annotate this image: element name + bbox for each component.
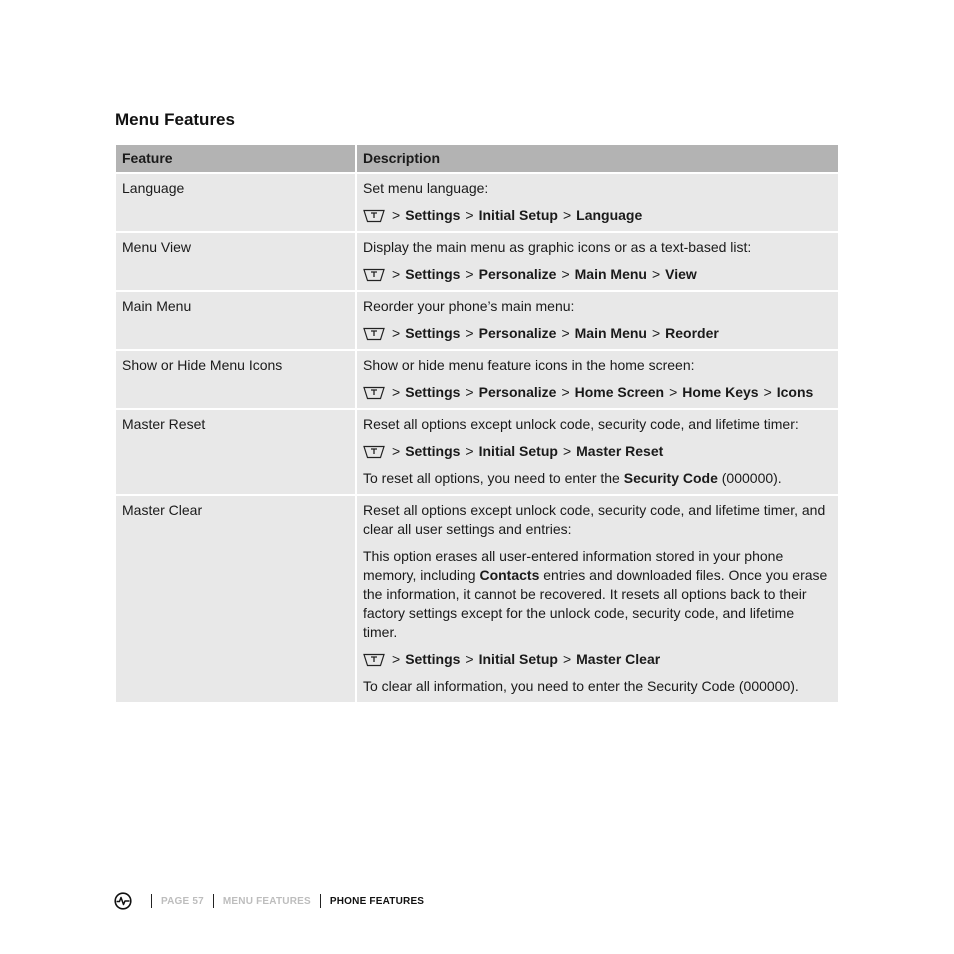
path-separator: > (392, 651, 401, 667)
path-separator: > (392, 325, 401, 341)
description-intro: Display the main menu as graphic icons or as a text-based list: (363, 239, 752, 255)
path-segment: Home Screen (574, 384, 665, 400)
description-cell (356, 495, 838, 702)
path-separator: > (651, 266, 661, 282)
menu-path (363, 383, 832, 402)
description-intro: Reset all options except unlock code, security code, and lifetime timer, and clear all user settings and entries: (363, 502, 826, 537)
footer-divider (151, 894, 152, 908)
column-header-description: Description (356, 145, 838, 173)
path-segment: Settings (405, 443, 461, 459)
path-separator: > (465, 443, 474, 459)
path-segment: Main Menu (574, 325, 647, 341)
feature-cell: Language (116, 173, 356, 232)
description-note (363, 469, 832, 488)
description-cell (356, 232, 838, 291)
description-extra (363, 547, 832, 642)
description-intro: Reorder your phone’s main menu: (363, 298, 575, 314)
path-separator: > (392, 384, 401, 400)
footer-divider (213, 894, 214, 908)
note-text: To reset all options, you need to enter the (363, 470, 624, 486)
path-segment: Reorder (665, 325, 719, 341)
path-separator: > (562, 443, 572, 459)
path-segment: Settings (405, 651, 461, 667)
table-row (116, 409, 838, 495)
path-separator: > (465, 651, 474, 667)
path-separator: > (465, 266, 474, 282)
path-segment: Personalize (478, 384, 557, 400)
description-cell (356, 173, 838, 232)
menu-key-icon (363, 653, 385, 667)
footer-chapter-label: PHONE FEATURES (329, 895, 425, 907)
path-segment: Personalize (478, 325, 557, 341)
menu-key-icon (363, 445, 385, 459)
path-segment: Language (576, 207, 643, 223)
table-row (116, 173, 838, 232)
page-footer (114, 890, 424, 912)
footer-section-label: MENU FEATURES (222, 895, 311, 907)
note-text: (000000). (717, 470, 782, 486)
path-separator: > (392, 443, 401, 459)
path-separator: > (392, 266, 401, 282)
path-separator: > (465, 325, 474, 341)
menu-key-icon (363, 386, 385, 400)
path-separator: > (763, 384, 772, 400)
description-cell (356, 350, 838, 409)
path-segment: Master Reset (576, 443, 664, 459)
path-separator: > (392, 207, 401, 223)
page-title: Menu Features (115, 110, 235, 129)
path-segment: Initial Setup (478, 207, 558, 223)
path-segment: Master Clear (576, 651, 661, 667)
path-segment: Settings (405, 266, 461, 282)
path-separator: > (561, 266, 570, 282)
table-row (116, 350, 838, 409)
footer-page-label: PAGE 57 (161, 895, 204, 907)
path-segment: Icons (776, 384, 814, 400)
description-note: To clear all information, you need to enter the Security Code (000000). (363, 678, 799, 694)
extra-text: entries and downloaded files. Once you erase the information, it cannot be recovered. It resets all options back to their factory settings except for the unlock code, security code, and lifetime timer. (363, 567, 828, 640)
path-segment: Initial Setup (478, 443, 558, 459)
menu-path (363, 442, 832, 461)
table-row (116, 495, 838, 702)
extra-bold-text: Contacts (479, 567, 540, 583)
path-separator: > (651, 325, 661, 341)
extra-text: This option erases all user-entered information stored in your phone memory, including (363, 548, 784, 583)
menu-path (363, 650, 832, 669)
feature-cell: Show or Hide Menu Icons (116, 350, 356, 409)
path-separator: > (465, 207, 474, 223)
path-separator: > (562, 651, 572, 667)
path-segment: Main Menu (574, 266, 647, 282)
menu-key-icon (363, 327, 385, 341)
column-header-feature: Feature (116, 145, 356, 173)
menu-path (363, 324, 832, 343)
path-segment: View (665, 266, 697, 282)
note-bold-text: Security Code (623, 470, 718, 486)
path-separator: > (561, 384, 570, 400)
brand-logo-icon (114, 892, 132, 910)
feature-cell: Main Menu (116, 291, 356, 350)
path-segment: Home Keys (682, 384, 759, 400)
path-segment: Settings (405, 325, 461, 341)
path-separator: > (562, 207, 572, 223)
description-cell (356, 409, 838, 495)
feature-cell: Master Reset (116, 409, 356, 495)
footer-divider (320, 894, 321, 908)
path-segment: Settings (405, 384, 461, 400)
menu-key-icon (363, 268, 385, 282)
path-segment: Personalize (478, 266, 557, 282)
table-header-row (116, 145, 838, 173)
feature-cell: Master Clear (116, 495, 356, 702)
menu-key-icon (363, 209, 385, 223)
description-intro: Show or hide menu feature icons in the home screen: (363, 357, 695, 373)
path-separator: > (561, 325, 570, 341)
feature-cell: Menu View (116, 232, 356, 291)
path-separator: > (465, 384, 474, 400)
menu-path (363, 265, 832, 284)
description-intro: Set menu language: (363, 180, 489, 196)
menu-path (363, 206, 832, 225)
description-intro: Reset all options except unlock code, security code, and lifetime timer: (363, 416, 799, 432)
table-row (116, 232, 838, 291)
path-segment: Settings (405, 207, 461, 223)
features-table (116, 145, 838, 702)
path-segment: Initial Setup (478, 651, 558, 667)
table-row (116, 291, 838, 350)
description-cell (356, 291, 838, 350)
path-separator: > (669, 384, 678, 400)
